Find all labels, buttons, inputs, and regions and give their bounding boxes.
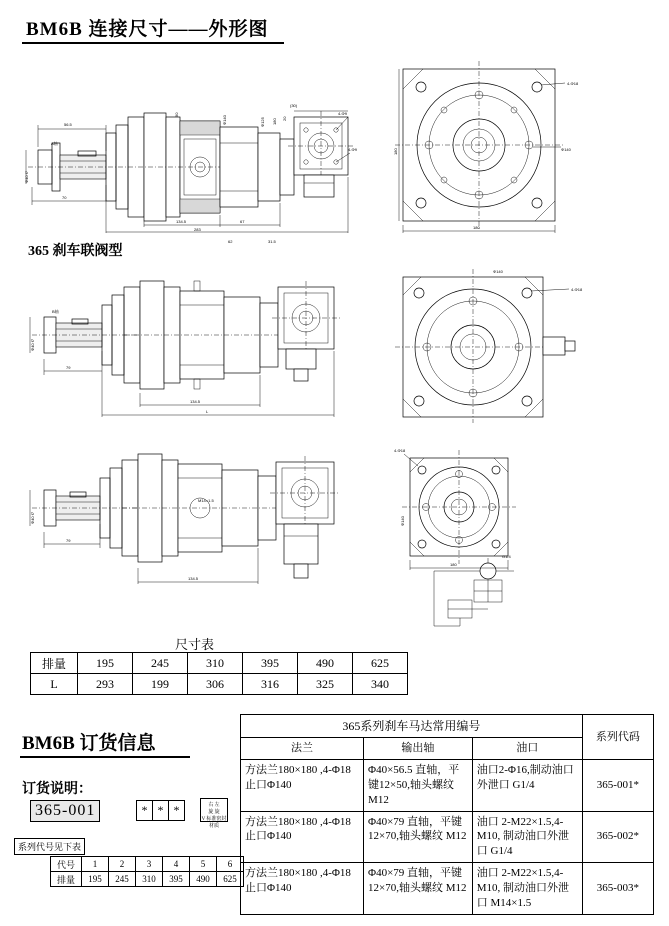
order-info-title: BM6B 订货信息	[22, 733, 156, 754]
svg-text:4-Φ9: 4-Φ9	[338, 111, 347, 116]
dimension-table	[30, 652, 408, 695]
svg-text:79: 79	[66, 365, 71, 370]
dimension-table-caption: 尺寸表	[175, 637, 215, 652]
order-code-tail-line: V 标准密封材质	[201, 817, 227, 829]
displacement-cell: 625	[217, 872, 244, 887]
order-cell-port: 油口 2-M22×1.5,4-M10, 制动油口外泄口 G1/4	[472, 811, 582, 863]
table-row	[241, 760, 654, 812]
svg-text:M14×1.5: M14×1.5	[198, 498, 214, 503]
order-cell-code: 365-003*	[582, 863, 653, 915]
svg-text:A轴: A轴	[51, 141, 58, 146]
displacement-cell: 490	[190, 872, 217, 887]
dim-cell: 625	[353, 653, 408, 674]
code-cell: 5	[190, 857, 217, 872]
order-cell-flange: 方法兰180×180 ,4-Φ18 止口Φ140	[241, 811, 364, 863]
code-cell: 4	[163, 857, 190, 872]
svg-text:134.5: 134.5	[190, 399, 201, 404]
dim-cell: 245	[133, 653, 188, 674]
top-assembly-drawing	[18, 55, 368, 244]
page-title: BM6B 连接尺寸——外形图	[26, 19, 269, 40]
svg-text:L: L	[206, 409, 209, 414]
order-code-cells	[136, 800, 185, 821]
displacement-code-table	[50, 856, 244, 887]
table-row	[31, 674, 408, 695]
order-table-header-port: 油口	[472, 738, 582, 760]
order-table-header-shaft: 输出轴	[364, 738, 473, 760]
dim-cell: 293	[78, 674, 133, 695]
top-flange-face-view	[375, 55, 645, 235]
svg-text:Φ140: Φ140	[222, 115, 227, 125]
dim-cell: 340	[353, 674, 408, 695]
displacement-cell: 245	[109, 872, 136, 887]
dim-cell: 195	[78, 653, 133, 674]
order-info-table	[240, 714, 654, 915]
table-row	[241, 715, 654, 738]
order-title-underline	[20, 756, 190, 758]
svg-text:70: 70	[62, 195, 67, 200]
code-cell: 3	[136, 857, 163, 872]
svg-text:56.5: 56.5	[64, 122, 72, 127]
dim-cell: 325	[298, 674, 353, 695]
order-code-tail	[200, 798, 228, 829]
svg-text:Φ125: Φ125	[260, 117, 265, 127]
svg-text:20: 20	[282, 116, 287, 121]
dim-cell: 316	[243, 674, 298, 695]
svg-text:B轴: B轴	[52, 309, 59, 314]
order-cell-shaft: Φ40×56.5 直轴，平键12×50,轴头螺纹 M12	[364, 760, 473, 812]
order-cell-code: 365-002*	[582, 811, 653, 863]
dim-cell: 395	[243, 653, 298, 674]
svg-text:Φ140: Φ140	[493, 269, 503, 274]
middle-flange-face-view	[375, 265, 645, 425]
order-table-title: 365系列刹车马达常用编号	[241, 715, 583, 738]
order-cell-code: 365-001*	[582, 760, 653, 812]
svg-text:134.5: 134.5	[188, 576, 199, 581]
dim-row2-label: L	[31, 674, 78, 695]
svg-text:Φ140: Φ140	[400, 516, 405, 526]
section-subtitle-365: 365 刹车联阀型	[28, 244, 123, 259]
svg-text:31.5: 31.5	[268, 239, 276, 244]
svg-text:4-Φ18: 4-Φ18	[394, 448, 406, 453]
dim-row1-label: 排量	[31, 653, 78, 674]
order-table-header-flange: 法兰	[241, 738, 364, 760]
order-code-text: 365-001	[30, 800, 100, 822]
order-cell-flange: 方法兰180×180 ,4-Φ18 止口Φ140	[241, 760, 364, 812]
svg-text:Φ40 f7: Φ40 f7	[30, 338, 35, 351]
bottom-assembly-drawing	[18, 432, 368, 627]
svg-text:Φ40 f7: Φ40 f7	[24, 170, 29, 183]
order-code-cell: *	[136, 800, 153, 821]
dim-cell: 306	[188, 674, 243, 695]
order-table-header-code: 系列代码	[582, 715, 653, 760]
dim-cell: 310	[188, 653, 243, 674]
displacement-cell: 310	[136, 872, 163, 887]
order-code-tail-line: 右 左	[208, 803, 220, 808]
svg-text:4-Φ18: 4-Φ18	[567, 81, 579, 86]
order-code-diagram	[30, 800, 227, 829]
order-code-note: 系列代号见下表	[14, 838, 85, 855]
svg-text:283: 283	[194, 227, 201, 232]
table-row	[51, 857, 244, 872]
svg-text:180: 180	[272, 118, 277, 125]
code-cell: 1	[82, 857, 109, 872]
table-row	[51, 872, 244, 887]
middle-assembly-drawing	[18, 265, 368, 425]
order-cell-flange: 方法兰180×180 ,4-Φ18 止口Φ140	[241, 863, 364, 915]
svg-text:(30): (30)	[290, 103, 298, 108]
order-cell-port: 油口 2-M22×1.5,4-M10, 制动油口外泄口 M14×1.5	[472, 863, 582, 915]
code-cell: 2	[109, 857, 136, 872]
svg-text:4-Φ18: 4-Φ18	[571, 287, 583, 292]
svg-text:180: 180	[450, 562, 457, 567]
svg-text:134.5: 134.5	[176, 219, 187, 224]
order-code-cell: *	[153, 800, 169, 821]
svg-text:180: 180	[393, 148, 398, 155]
code-cell: 6	[217, 857, 244, 872]
svg-text:180: 180	[473, 225, 480, 230]
displacement-label: 排量	[51, 872, 82, 887]
table-row	[241, 863, 654, 915]
displacement-cell: 395	[163, 872, 190, 887]
dim-cell: 199	[133, 674, 188, 695]
displacement-cell: 195	[82, 872, 109, 887]
table-row	[31, 653, 408, 674]
dim-cell: 490	[298, 653, 353, 674]
order-code-cell: *	[169, 800, 185, 821]
bottom-detail-view	[378, 440, 648, 640]
svg-text:62: 62	[228, 239, 233, 244]
table-row	[241, 811, 654, 863]
svg-text:90: 90	[174, 112, 179, 117]
order-cell-shaft: Φ40×79 直轴，平键 12×70,轴头螺纹 M12	[364, 863, 473, 915]
order-description-label: 订货说明：	[22, 782, 92, 797]
title-underline	[22, 42, 284, 44]
svg-text:G1/4: G1/4	[502, 554, 511, 559]
order-cell-shaft: Φ40×79 直轴，平键 12×70,轴头螺纹 M12	[364, 811, 473, 863]
svg-text:4-Φ9: 4-Φ9	[348, 147, 357, 152]
svg-text:Φ140: Φ140	[561, 147, 571, 152]
code-label: 代号	[51, 857, 82, 872]
order-cell-port: 油口2-Φ16,制动油口外泄口 G1/4	[472, 760, 582, 812]
svg-text:Φ40 f7: Φ40 f7	[30, 511, 35, 524]
svg-text:67: 67	[240, 219, 245, 224]
order-code-tail-line: 旋 旋	[208, 810, 220, 815]
svg-text:79: 79	[66, 538, 71, 543]
